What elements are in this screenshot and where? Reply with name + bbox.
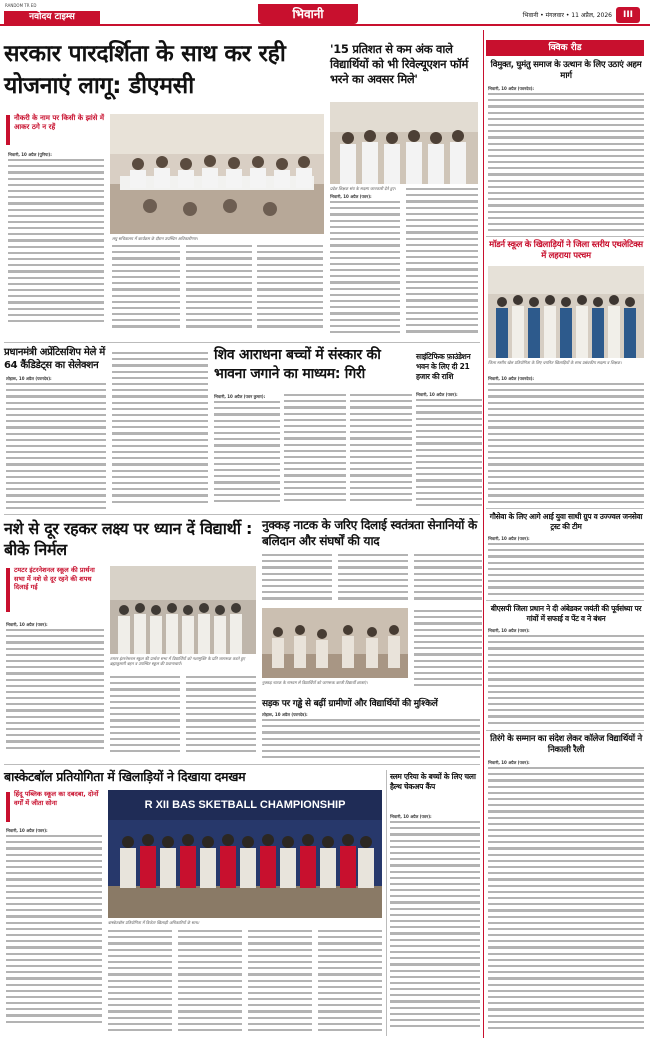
a2-byline: भिवानी, 10 अप्रैल (पवन): (330, 194, 372, 199)
r4-headline: बीएसपी जिला प्रधान ने दी अंबेडकर जयंती की पूर्वसंध्या पर गांवों में सफाई व पेंट व ने बंधन (490, 604, 642, 623)
a1-body-col1 (8, 159, 104, 334)
a1-caption: लघु सचिवालय में कार्यक्रम के दौरान उपस्थित अधिकारीगण। (112, 236, 198, 241)
a2-body-col2 (406, 188, 478, 341)
a9-kicker-bar (6, 792, 10, 822)
a9-banner-text: R XII BAS SKETBALL CHAMPIONSHIP (144, 799, 346, 811)
divider (4, 342, 480, 343)
a9-photo (108, 790, 382, 918)
a6-byline: भिवानी, 10 अप्रैल (पवन): (6, 622, 48, 627)
a3-byline: लोहारू, 10 अप्रैल (पवनदेव): (6, 376, 52, 381)
a5-byline: भिवानी, 10 अप्रैल (पवन): (416, 392, 458, 397)
street-play-photo (262, 608, 408, 678)
r5-headline: तिरंगे के सम्मान का संदेश लेकर कॉलेज विद्यार्थियों ने निकाली रैली (490, 734, 642, 755)
a5-body (416, 399, 482, 511)
r1-headline: विमुक्त, घुमंतु समाज के उत्थान के लिए उठाएं अहम मार्ग (490, 60, 642, 81)
a10-byline: भिवानी, 10 अप्रैल (पवन): (390, 814, 432, 819)
a3-headline: प्रधानमंत्री अप्रेंटिसशिप मेले में 64 कैंडिडेट्स का सेलेक्शन (4, 347, 105, 371)
section-title: भिवानी (258, 4, 358, 24)
a2-photo (330, 102, 478, 184)
a1-body-col4 (257, 245, 323, 337)
a6-headline: नशे से दूर रहकर लक्ष्य पर ध्यान दें विद्यार्थी : बीके निर्मल (4, 519, 253, 559)
a9-body-col5 (318, 930, 382, 1036)
a4-byline: भिवानी, 10 अप्रैल (पवन कुमार): (214, 394, 266, 399)
a8-byline: लोहारू, 10 अप्रैल (पवनदेव): (262, 712, 308, 717)
a10-body (390, 821, 480, 1035)
divider (486, 600, 644, 601)
r3-body (488, 543, 644, 599)
a9-kicker: हिंदू पब्लिक स्कूल का दबदबा, दोनों वर्गों में जीता सोना (14, 790, 99, 807)
a2-body-col1 (330, 201, 400, 341)
a3-body (6, 383, 106, 515)
divider (386, 770, 387, 1036)
a1-body-col2 (112, 245, 180, 337)
r5-body (488, 767, 644, 1035)
r4-byline: भिवानी, 10 अप्रैल (पवन): (488, 628, 530, 633)
r4-body (488, 635, 644, 727)
a8-headline: सड़क पर गड्ढे से बढ़ीं ग्रामीणों और विद्यार्थियों की मुश्किलें (262, 699, 438, 709)
divider (4, 764, 480, 765)
divider (4, 514, 480, 515)
r3-byline: भिवानी, 10 अप्रैल (पवन): (488, 536, 530, 541)
r1-byline: भिवानी, 10 अप्रैल (पवनदेव): (488, 86, 534, 91)
r1-body (488, 93, 644, 233)
a6-kicker: टमटर इंटरनेशनल स्कूल की प्रार्थना सभा में नशे से दूर रहने की शपथ दिलाई गई (14, 566, 95, 591)
r5-byline: भिवानी, 10 अप्रैल (पवन): (488, 760, 530, 765)
a7-caption: नुक्कड़ नाटक के माध्यम से विद्यार्थियों को जागरूक करती विद्यार्थी छात्राएं। (262, 680, 368, 685)
a6-body-col3 (186, 676, 256, 758)
a1-photo (110, 114, 324, 234)
school-assembly-photo (110, 566, 256, 654)
a9-body-col2 (108, 930, 172, 1036)
a6-kicker-bar (6, 568, 10, 612)
a5-headline: साइंटिफिक फ़ाउंडेशन भवन के लिए दी 21 हजार की राशि (416, 352, 471, 381)
a1-kicker-bar (6, 115, 10, 145)
a7-photo (262, 608, 408, 678)
domain-tag: RANDOM TR ED (5, 3, 37, 8)
a9-byline: भिवानी, 10 अप्रैल (पवन): (6, 828, 48, 833)
a9-caption: बास्केटबॉल प्रतियोगिता में विजेता खिलाड़ी अधिकारियों के साथ। (108, 920, 200, 925)
meeting-photo (110, 114, 324, 234)
a4-body-col1 (112, 352, 208, 512)
divider (486, 508, 644, 509)
teachers-photo (330, 102, 478, 184)
divider (486, 236, 644, 237)
masthead-logo: नवोदय टाइम्स (4, 11, 100, 24)
a7-headline: नुक्कड़ नाटक के जरिए दिलाई स्वतंत्रता सेनानियों के बलिदान और संघर्षों की याद (262, 518, 477, 548)
a4-headline: शिव आराधना बच्चों में संस्कार की भावना जगाने का माध्यम: गिरी (214, 347, 381, 382)
r2-body (488, 383, 644, 505)
a6-body-col2 (110, 676, 180, 758)
a7-body-col3 (414, 554, 482, 606)
a7-body-col1 (262, 554, 332, 606)
a9-headline: बास्केटबॉल प्रतियोगिता में खिलाड़ियों ने दिखाया दमखम (4, 769, 246, 784)
divider (486, 730, 644, 731)
a8-body (262, 719, 480, 761)
quick-read-banner: क्विक रीड (486, 40, 644, 56)
r2-headline: मॉडर्न स्कूल के खिलाड़ियों ने जिला स्तरीय एथलेटिक्स में लहराया परचम (489, 240, 643, 261)
a1-kicker: नौकरी के नाम पर किसी के झांसे में आकर ठगे न रहें (14, 114, 105, 131)
page-number: III (616, 7, 640, 23)
a7-body-col2 (338, 554, 408, 606)
a4-body-col2 (214, 401, 280, 509)
a2-headline: '15 प्रतिशत से कम अंक वाले विद्यार्थियों को भी रिवेल्यूएशन फॉर्म भरने का अवसर मिले' (330, 42, 469, 86)
column-divider (483, 30, 484, 1038)
a7-body-col4 (414, 610, 482, 694)
a6-body-col1 (6, 629, 104, 757)
a9-body-col1 (6, 835, 102, 1035)
a6-photo (110, 566, 256, 654)
dateline: भिवानी • मंगलवार • 11 अप्रैल, 2026 (522, 12, 612, 19)
a1-headline: सरकार पारदर्शिता के साथ कर रही योजनाएं लागू: डीएमसी (4, 41, 286, 99)
athletes-photo (488, 266, 644, 358)
a1-byline: भिवानी, 10 अप्रैल (पुनिया): (8, 152, 52, 157)
r2-photo (488, 266, 644, 358)
a9-body-col3 (178, 930, 242, 1036)
a1-body-col3 (186, 245, 252, 337)
a2-caption: प्रदेश शिक्षक संघ के सदस्य जानकारी देते हुए। (330, 186, 396, 191)
r3-headline: गौसेवा के लिए आगे आई युवा साथी ग्रुप व उज्ज्वल जनसेवा ट्रस्ट की टीम (489, 512, 643, 531)
page-header (0, 0, 650, 26)
r2-caption: जिला स्तरीय खेल प्रतियोगिता के लिए चयनित खिलाड़ियों के साथ प्रबंधकीय सदस्य व शिक्षक। (488, 360, 622, 365)
a4-body-col4 (350, 394, 412, 509)
a10-headline: स्लम एरिया के बच्चों के लिए चला हैल्थ चेकअप कैंप (390, 772, 476, 791)
a6-caption: टमटर इंटरनेशनल स्कूल की प्रार्थना सभा में विद्यार्थियों को नशामुक्ति के प्रति जागरूक करते हुए ब्रह्माकुमारी बहन व उपस्थित स्कूल की प्रधानाचार्य। (110, 656, 245, 666)
a9-body-col4 (248, 930, 312, 1036)
a4-body-col3 (284, 394, 346, 509)
r2-byline: भिवानी, 10 अप्रैल (पवनदेव): (488, 376, 534, 381)
